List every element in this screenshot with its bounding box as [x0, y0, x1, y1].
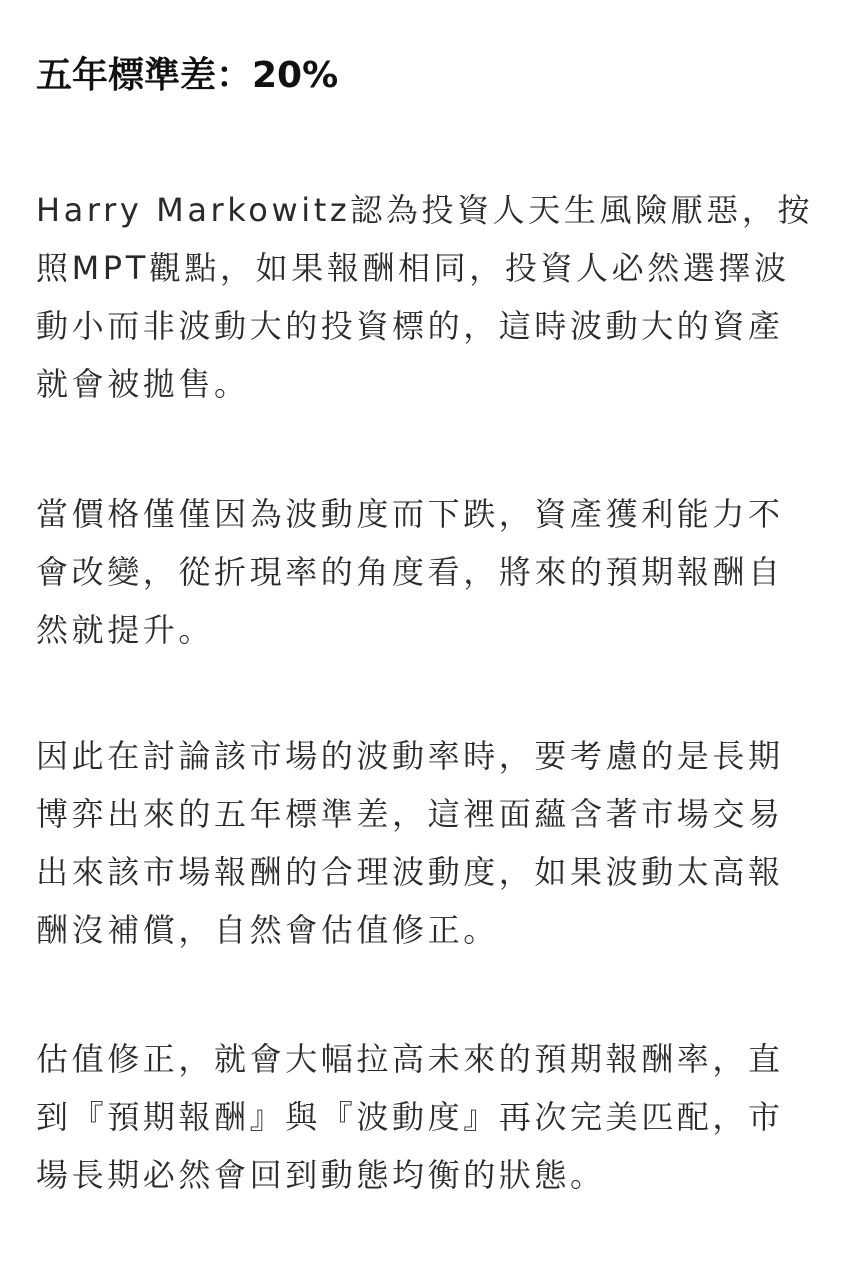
- paragraph-line: 就會被拋售。: [36, 365, 250, 403]
- paragraph-line: 因此在討論該市場的波動率時，要考慮的是長期: [36, 737, 784, 775]
- paragraph-line: 會改變，從折現率的角度看，將來的預期報酬自: [36, 553, 784, 591]
- paragraph-line: 博弈出來的五年標準差，這裡面蘊含著市場交易: [36, 795, 784, 833]
- paragraph-valuation: [36, 1030, 806, 1204]
- paragraph-line: 酬沒補償，自然會估值修正。: [36, 911, 499, 949]
- paragraph-line: 出來該市場報酬的合理波動度，如果波動太高報: [36, 853, 784, 891]
- paragraph-volatility: [36, 727, 806, 959]
- paragraph-line: Harry Markowitz認為投資人天生風險厭惡，按: [36, 191, 814, 229]
- paragraph-line: 當價格僅僅因為波動度而下跌，資產獲利能力不: [36, 495, 784, 533]
- article-heading: 五年標準差：20%: [36, 55, 339, 96]
- paragraph-line: 到『預期報酬』與『波動度』再次完美匹配，市: [36, 1098, 784, 1136]
- paragraph-line: 估值修正，就會大幅拉高未來的預期報酬率，直: [36, 1040, 784, 1078]
- paragraph-markowitz: [36, 181, 814, 413]
- paragraph-price-drop: [36, 485, 806, 659]
- paragraph-line: 動小而非波動大的投資標的，這時波動大的資產: [36, 307, 784, 345]
- paragraph-line: 照MPT觀點，如果報酬相同，投資人必然選擇波: [36, 249, 790, 287]
- paragraph-line: 場長期必然會回到動態均衡的狀態。: [36, 1156, 606, 1194]
- paragraph-line: 然就提升。: [36, 611, 215, 649]
